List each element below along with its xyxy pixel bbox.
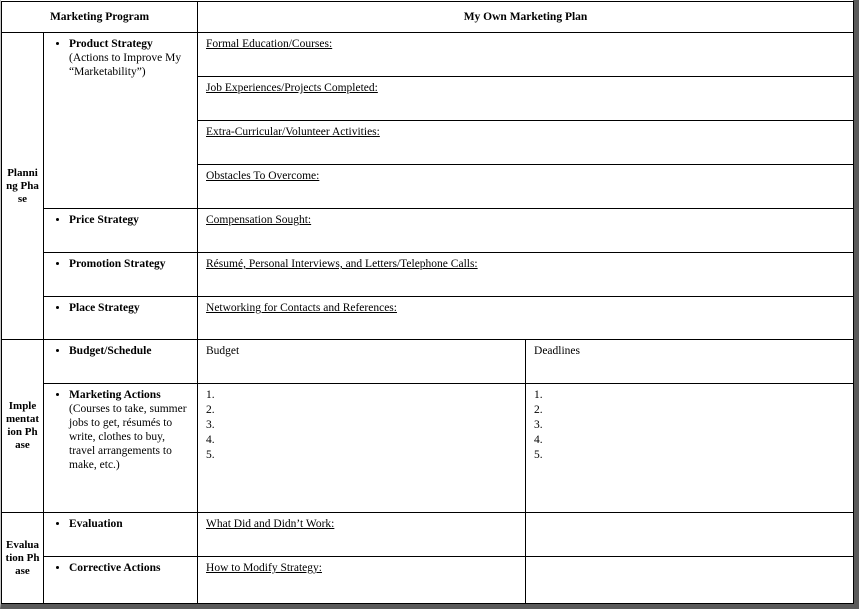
evaluation-row [2, 513, 854, 557]
list-item: 3. [206, 419, 215, 431]
list-item: 2. [534, 404, 543, 416]
deadlines-list-field[interactable] [526, 384, 854, 513]
compensation-label: Compensation Sought: [206, 214, 312, 226]
jobs-label: Job Experiences/Projects Completed: [206, 82, 378, 94]
price-row [2, 209, 854, 253]
marketing-program-header: Marketing Program [2, 2, 198, 33]
list-item: 4. [206, 434, 215, 446]
marketing-actions-row [2, 384, 854, 513]
extra-field[interactable] [198, 121, 854, 165]
budget-strategy-title: Budget/Schedule [69, 345, 152, 357]
promotion-strategy-cell [44, 253, 198, 297]
resume-field[interactable] [198, 253, 854, 297]
list-item: 5. [206, 449, 215, 461]
planning-phase-label: Planning Phase [2, 33, 44, 340]
obstacles-label: Obstacles To Overcome: [206, 170, 320, 182]
education-label: Formal Education/Courses: [206, 38, 333, 50]
modify-extra-field[interactable] [526, 557, 854, 604]
promotion-strategy-title: Promotion Strategy [69, 258, 166, 270]
extra-label: Extra-Curricular/Volunteer Activities: [206, 126, 380, 138]
marketing-plan-table [1, 1, 854, 604]
budget-field[interactable] [198, 340, 526, 384]
what-did-extra-field[interactable] [526, 513, 854, 557]
networking-field[interactable] [198, 297, 854, 340]
resume-label: Résumé, Personal Interviews, and Letters/Telephone Calls: [206, 258, 478, 270]
budget-label: Budget [206, 345, 240, 357]
product-strategy-title: Product Strategy [69, 38, 153, 50]
product-education-row [2, 33, 854, 77]
marketing-actions-note: (Courses to take, summer jobs to get, résumés to write, clothes to buy, travel arrangements to make, etc.) [69, 403, 187, 471]
list-item: 4. [534, 434, 543, 446]
list-item: 5. [534, 449, 543, 461]
networking-label: Networking for Contacts and References: [206, 302, 397, 314]
list-item: 1. [534, 389, 543, 401]
corrective-row [2, 557, 854, 604]
evaluation-strategy-title: Evaluation [69, 518, 123, 530]
my-own-plan-header: My Own Marketing Plan [198, 2, 854, 33]
list-item: 2. [206, 404, 215, 416]
what-did-field[interactable] [198, 513, 526, 557]
deadlines-numbered-list [534, 388, 845, 463]
promotion-row [2, 253, 854, 297]
budget-numbered-list [206, 388, 517, 463]
jobs-field[interactable] [198, 77, 854, 121]
place-strategy-title: Place Strategy [69, 302, 140, 314]
product-strategy-note: (Actions to Improve My “Marketability”) [69, 52, 182, 78]
deadlines-field[interactable] [526, 340, 854, 384]
compensation-field[interactable] [198, 209, 854, 253]
list-item: 1. [206, 389, 215, 401]
modify-field[interactable] [198, 557, 526, 604]
evaluation-phase-label: Evaluation Phase [2, 513, 44, 604]
obstacles-field[interactable] [198, 165, 854, 209]
corrective-strategy-title: Corrective Actions [69, 562, 161, 574]
corrective-strategy-cell [44, 557, 198, 604]
price-strategy-title: Price Strategy [69, 214, 139, 226]
list-item: 3. [534, 419, 543, 431]
budget-row [2, 340, 854, 384]
header-row [2, 2, 854, 33]
modify-label: How to Modify Strategy: [206, 562, 322, 574]
deadlines-label: Deadlines [534, 345, 580, 357]
budget-list-field[interactable] [198, 384, 526, 513]
price-strategy-cell [44, 209, 198, 253]
evaluation-strategy-cell [44, 513, 198, 557]
budget-strategy-cell [44, 340, 198, 384]
marketing-actions-cell [44, 384, 198, 513]
education-field[interactable] [198, 33, 854, 77]
product-strategy-cell [44, 33, 198, 209]
marketing-actions-title: Marketing Actions [69, 389, 161, 401]
place-strategy-cell [44, 297, 198, 340]
place-row [2, 297, 854, 340]
what-did-label: What Did and Didn’t Work: [206, 518, 335, 530]
implementation-phase-label: Implementation Phase [2, 340, 44, 513]
